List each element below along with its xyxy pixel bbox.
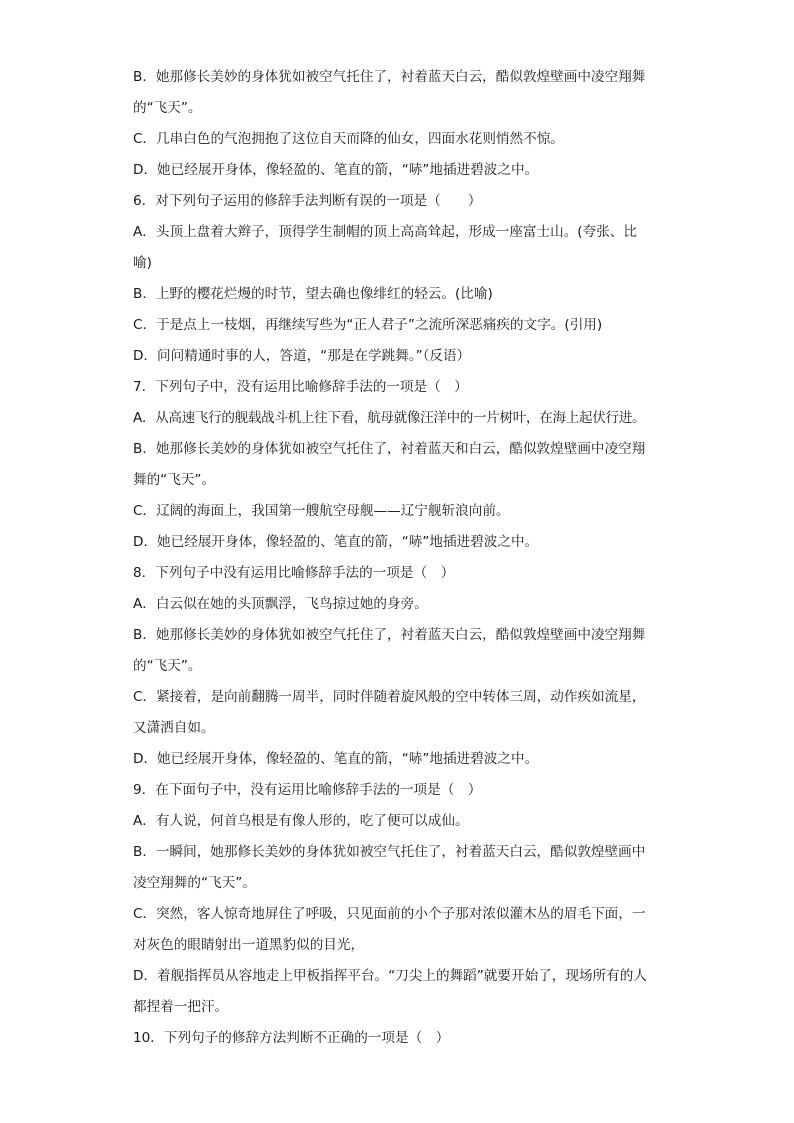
text-line: B．她那修长美妙的身体犹如被空气托住了，衬着蓝天白云，酷似敦煌壁画中凌空翔舞	[133, 627, 646, 643]
text-line: 的“飞天”。	[133, 100, 202, 116]
text-line: C．辽阔的海面上，我国第一艘航空母舰——辽宁舰斩浪向前。	[133, 503, 510, 519]
text-line: D．问问精通时事的人，答道，“那是在学跳舞。”（反语）	[133, 348, 471, 364]
text-line: 又潇洒自如。	[133, 720, 215, 736]
text-line: B．她那修长美妙的身体犹如被空气托住了，衬着蓝天白云，酷似敦煌壁画中凌空翔舞	[133, 69, 646, 85]
text-line: 的“飞天”。	[133, 658, 202, 674]
text-line: D．她已经展开身体，像轻盈的、笔直的箭，“哧”地插进碧波之中。	[133, 162, 539, 178]
text-line: D．她已经展开身体，像轻盈的、笔直的箭，“哧”地插进碧波之中。	[133, 751, 539, 767]
text-line: B．上野的樱花烂熳的时节，望去确也像绯红的轻云。(比喻)	[133, 286, 493, 302]
text-line: C．于是点上一枝烟，再继续写些为“正人君子”之流所深恶痛疾的文字。(引用)	[133, 317, 603, 333]
question-text-block	[133, 62, 668, 1054]
question-9-stem: 9．在下面句子中，没有运用比喻修辞手法的一项是（ ）	[133, 782, 482, 798]
question-10-stem: 10．下列句子的修辞方法判断不正确的一项是（ ）	[133, 1030, 450, 1046]
text-line: 舞的“飞天”。	[133, 472, 216, 488]
question-8-stem: 8．下列句子中没有运用比喻修辞手法的一项是（ ）	[133, 565, 455, 581]
text-line: 对灰色的眼睛射出一道黑豹似的目光，	[133, 937, 365, 953]
text-line: A．从高速飞行的舰载战斗机上往下看，航母就像汪洋中的一片树叶，在海上起伏行进。	[133, 410, 646, 426]
text-line: A．头顶上盘着大辫子，顶得学生制帽的顶上高高耸起，形成一座富士山。(夸张、比	[133, 224, 637, 240]
text-line: A．有人说，何首乌根是有像人形的，吃了便可以成仙。	[133, 813, 469, 829]
question-6-stem: 6．对下列句子运用的修辞手法判断有误的一项是（ ）	[133, 193, 482, 209]
text-line: D．她已经展开身体，像轻盈的、笔直的箭，“哧”地插进碧波之中。	[133, 534, 539, 550]
text-line: D．着舰指挥员从容地走上甲板指挥平台。“刀尖上的舞蹈”就要开始了，现场所有的人	[133, 968, 647, 984]
text-line: C．几串白色的气泡拥抱了这位自天而降的仙女，四面水花则悄然不惊。	[133, 131, 564, 147]
text-line: 都捏着一把汗。	[133, 999, 229, 1015]
text-line: B．一瞬间，她那修长美妙的身体犹如被空气托住了，衬着蓝天白云，酷似敦煌壁画中	[133, 844, 646, 860]
text-line: B．她那修长美妙的身体犹如被空气托住了，衬着蓝天和白云，酷似敦煌壁画中凌空翔	[133, 441, 646, 457]
text-line: A．白云似在她的头顶飘浮，飞鸟掠过她的身旁。	[133, 596, 428, 612]
text-line: C．突然，客人惊奇地屏住了呼吸，只见面前的小个子那对浓似灌木丛的眉毛下面，一	[133, 906, 646, 922]
text-line: 凌空翔舞的“飞天”。	[133, 875, 256, 891]
text-line: 喻)	[133, 255, 152, 271]
question-7-stem: 7．下列句子中，没有运用比喻修辞手法的一项是（ ）	[133, 379, 468, 395]
text-line: C．紧接着，是向前翻腾一周半，同时伴随着旋风般的空中转体三周，动作疾如流星，	[133, 689, 646, 705]
